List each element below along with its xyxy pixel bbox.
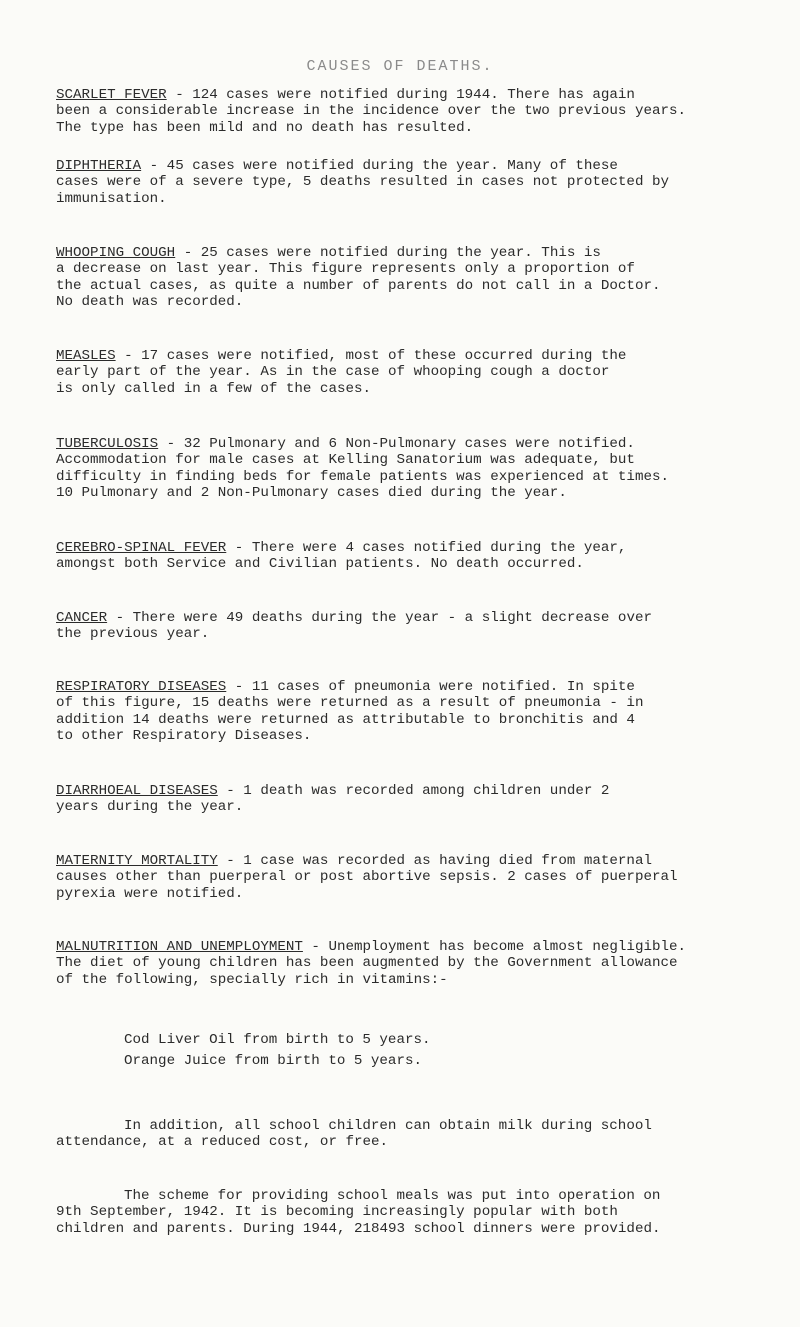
section-text: - 25 cases were notified during the year. This is a decrease on last year. This figure represents only a proportion of the actual cases, as quite a number of parents do not call in a Doctor. No death was recorded.: [56, 245, 661, 311]
section-heading: DIPHTHERIA: [56, 158, 142, 174]
section-text: - There were 49 deaths during the year - a slight decrease over the previous year.: [56, 610, 652, 643]
section-heading: MATERNITY MORTALITY: [56, 853, 218, 869]
vitamin-item: Orange Juice from birth to 5 years.: [124, 1053, 422, 1069]
paragraph-school-meals: The scheme for providing school meals was put into operation on 9th September, 1942. It is becoming increasingly popular with both children and parents. During 1944, 218493 school dinners were provided.: [56, 1188, 661, 1237]
section-malnutrition: [56, 939, 768, 988]
section-heading: CEREBRO-SPINAL FEVER: [56, 540, 227, 556]
section-text: - Unemployment has become almost negligible. The diet of young children has been augmented by the Government allowance of the following, specially rich in vitamins:-: [56, 939, 687, 988]
section-heading: MALNUTRITION AND UNEMPLOYMENT: [56, 939, 303, 955]
section-text: - 32 Pulmonary and 6 Non-Pulmonary cases were notified. Accommodation for male cases at Kelling Sanatorium was adequate, but difficulty in finding beds for female patients was experienced at times. 10 Pulmonary and 2 Non-Pulmonary cases died during the year.: [56, 436, 669, 502]
section-whooping-cough: [56, 245, 768, 311]
section-measles: [56, 348, 768, 397]
section-heading: TUBERCULOSIS: [56, 436, 159, 452]
section-scarlet-fever: [56, 87, 768, 136]
section-respiratory: [56, 679, 768, 745]
section-text: - 124 cases were notified during 1944. There has again been a considerable increase in the incidence over the two previous years. The type has been mild and no death has resulted.: [56, 87, 687, 136]
section-tuberculosis: [56, 436, 768, 502]
section-text: - 1 case was recorded as having died from maternal causes other than puerperal or post abortive sepsis. 2 cases of puerperal pyrexia were notified.: [56, 853, 678, 902]
section-text: - 11 cases of pneumonia were notified. In spite of this figure, 15 deaths were returned as a result of pneumonia - in addition 14 deaths were returned as attributable to bronchitis and 4 to other Respiratory Diseases.: [56, 679, 644, 745]
section-cerebro-spinal: [56, 540, 768, 573]
section-heading: WHOOPING COUGH: [56, 245, 176, 261]
section-heading: CANCER: [56, 610, 108, 626]
section-text: - There were 4 cases notified during the year, amongst both Service and Civilian patients. No death occurred.: [56, 540, 627, 573]
section-diarrhoeal: [56, 783, 768, 816]
section-heading: RESPIRATORY DISEASES: [56, 679, 227, 695]
section-heading: DIARRHOEAL DISEASES: [56, 783, 218, 799]
section-diphtheria: [56, 158, 768, 207]
section-maternity: [56, 853, 768, 902]
section-heading: SCARLET FEVER: [56, 87, 167, 103]
section-cancer: [56, 610, 768, 643]
paragraph-school-milk: In addition, all school children can obtain milk during school attendance, at a reduced cost, or free.: [56, 1118, 652, 1151]
section-text: - 17 cases were notified, most of these occurred during the early part of the year. As in the case of whooping cough a doctor is only called in a few of the cases.: [56, 348, 627, 397]
section-heading: MEASLES: [56, 348, 116, 364]
section-text: - 1 death was recorded among children under 2 years during the year.: [56, 783, 610, 816]
vitamin-item: Cod Liver Oil from birth to 5 years.: [124, 1032, 431, 1048]
page-title: CAUSES OF DEATHS.: [306, 58, 494, 75]
section-text: - 45 cases were notified during the year. Many of these cases were of a severe type, 5 deaths resulted in cases not protected by immunisation.: [56, 158, 669, 207]
